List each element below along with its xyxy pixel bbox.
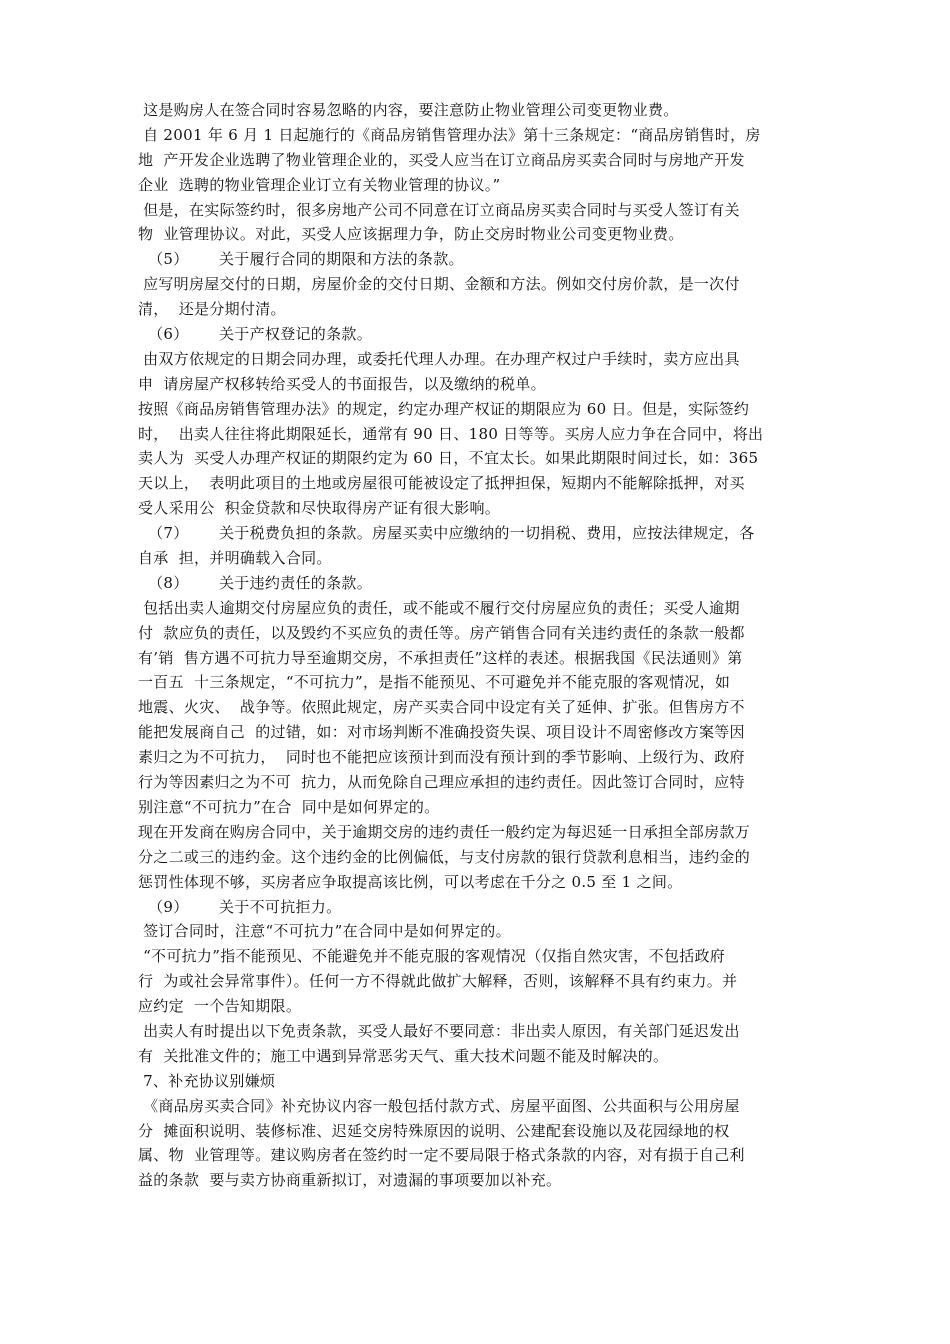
text-line: 现在开发商在购房合同中，关于逾期交房的违约责任一般约定为每迟延一日承担全部房款万 [138,822,751,841]
text-line: 签订合同时，注意“不可抗力”在合同中是如何界定的。 [138,922,511,941]
text-line: 清， 还是分期付清。 [138,300,286,319]
text-line: 《商品房买卖合同》补充协议内容一般包括付款方式、房屋平面图、公共面积与公用房屋 [138,1096,740,1115]
text-line: 素归之为不可抗力， 同时也不能把应该预计到而没有预计到的季节影响、上级行为、政府 [138,748,745,767]
text-line: 别注意“不可抗力”在合 同中是如何界定的。 [138,797,440,816]
text-line: 申 请房屋产权移转给买受人的书面报告，以及缴纳的税单。 [138,374,546,393]
text-line: 有 关批准文件的；施工中遇到异常恶劣天气、重大技术问题不能及时解决的。 [138,1046,669,1065]
text-line: 有’销 售方遇不可抗力导至逾期交房，不承担责任”这样的表述。根据我国《民法通则》第 [138,648,743,667]
text-line: 一百五 十三条规定，“不可抗力”，是指不能预见、不可避免并不能克服的客观情况，如 [138,673,731,692]
document-body [138,98,828,1193]
section-heading-5: （5） 关于履行合同的期限和方法的条款。 [138,250,464,269]
text-line: 惩罚性体现不够，买房者应争取提高该比例，可以考虑在千分之 0.5 至 1 之间。 [138,872,683,891]
text-line: 企业 选聘的物业管理企业订立有关物业管理的协议。” [138,175,501,194]
text-line: 地震、火灾、 战争等。依照此规定，房产买卖合同中设定有关了延伸、扩张。但售房方不 [138,698,745,717]
text-line: 分之二或三的违约金。这个违约金的比例偏低，与支付房款的银行贷款利息相当，违约金的 [138,847,751,866]
text-line: 应写明房屋交付的日期，房屋价金的交付日期、金额和方法。例如交付房价款，是一次付 [138,275,740,294]
text-line: 能把发展商自己 的过错，如：对市场判断不准确投资失误、项目设计不周密修改方案等因 [138,723,745,742]
section-heading-6: （6） 关于产权登记的条款。 [138,325,372,344]
text-line: 益的条款 要与卖方协商重新拟订，对遗漏的事项要加以补充。 [138,1171,562,1190]
section-heading-supplement: 7、补充协议别嫌烦 [138,1071,276,1090]
text-line: 但是，在实际签约时，很多房地产公司不同意在订立商品房买卖合同时与买受人签订有关 [138,200,740,219]
section-heading-8: （8） 关于违约责任的条款。 [138,573,372,592]
text-line: 地 产开发企业选聘了物业管理企业的，买受人应当在订立商品房买卖合同时与房地产开发 [138,150,745,169]
text-line: 这是购房人在签合同时容易忽略的内容，要注意防止物业管理公司变更物业费。 [138,101,679,119]
section-heading-7: （7） 关于税费负担的条款。房屋买卖中应缴纳的一切捐税、费用，应按法律规定，各 [138,524,755,543]
text-line: 时， 出卖人往往将此期限延长，通常有 90 日、180 日等等。买房人应力争在合同中，将出 [138,424,764,443]
text-line: 按照《商品房销售管理办法》的规定，约定办理产权证的期限应为 60 日。但是，实际签约 [138,399,750,418]
section-heading-9: （9） 关于不可抗拒力。 [138,897,342,916]
text-line: 行为等因素归之为不可 抗力，从而免除自己理应承担的违约责任。因此签订合同时，应特 [138,773,745,792]
text-line: 行 为或社会异常事件）。任何一方不得就此做扩大解释，否则，该解释不具有约束力。并 [138,972,738,991]
text-line: 分 摊面积说明、装修标准、迟延交房特殊原因的说明、公建配套设施以及花园绿地的权 [138,1121,730,1140]
text-line: 包括出卖人逾期交付房屋应负的责任，或不能或不履行交付房屋应负的责任；买受人逾期 [138,598,740,617]
text-line: 付 款应负的责任，以及毁约不买应负的责任等。房产销售合同有关违约责任的条款一般都 [138,623,745,642]
text-line: 自承 担，并明确载入合同。 [138,549,332,568]
text-line: 天以上， 表明此项目的土地或房屋很可能被设定了抵押担保，短期内不能解除抵押，对买 [138,474,745,493]
text-line: “不可抗力”指不能预见、不能避免并不能克服的客观情况（仅指自然灾害，不包括政府 [138,947,726,966]
text-line: 出卖人有时提出以下免责条款，买受人最好不要同意：非出卖人原因，有关部门延迟发出 [138,1021,740,1040]
text-line: 属、物 业管理等。建议购房者在签约时一定不要局限于格式条款的内容，对有损于自己利 [138,1146,745,1165]
text-line: 受人采用公 积金贷款和尽快取得房产证有很大影响。 [138,499,501,518]
text-line: 由双方依规定的日期会同办理，或委托代理人办理。在办理产权过户手续时，卖方应出具 [138,349,740,368]
text-line: 自 2001 年 6 月 1 日起施行的《商品房销售管理办法》第十三条规定：“商品房销售时，房 [138,125,761,144]
text-line: 物 业管理协议。对此，买受人应该据理力争，防止交房时物业公司变更物业费。 [138,225,684,244]
text-line: 卖人为 买受人办理产权证的期限约定为 60 日，不宜太长。如果此期限时间过长，如：365 [138,449,759,468]
text-line: 应约定 一个告知期限。 [138,997,302,1016]
